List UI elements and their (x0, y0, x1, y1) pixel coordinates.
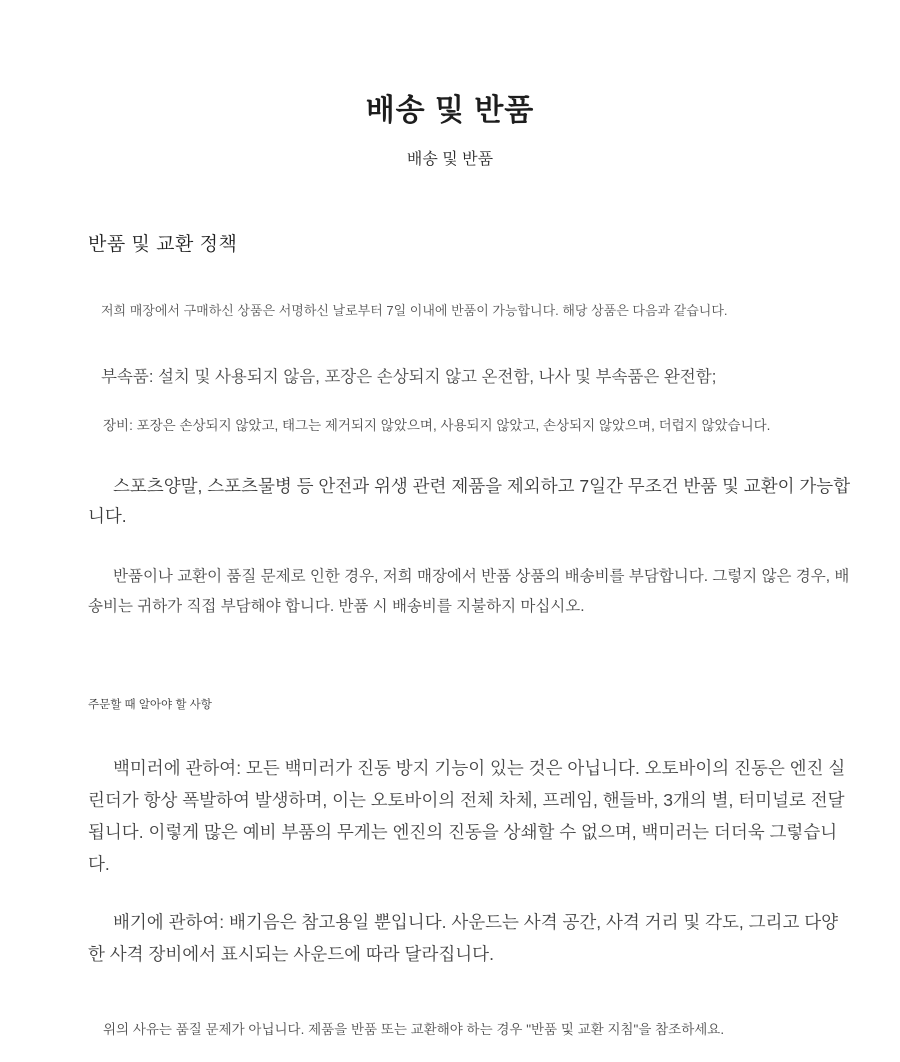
return-exchange-policy-heading: 반품 및 교환 정책 (88, 234, 238, 255)
ordering-notes-heading: 주문할 때 알아야 할 사항 (88, 699, 212, 711)
notes-exhaust-paragraph: 배기에 관하여: 배기음은 참고용일 뿐입니다. 사운드는 사격 공간, 사격 거리 및 각도, 그리고 다양한 사격 장비에서 표시되는 사운드에 따라 달라집니다. (88, 912, 839, 964)
notes-mirror-paragraph: 백미러에 관하여: 모든 백미러가 진동 방지 기능이 있는 것은 아닙니다. 오토바이의 진동은 엔진 실린더가 항상 폭발하여 발생하며, 이는 오토바이의 전체 차체, 프레임, 핸들바, 3개의 별, 터미널로 전달됩니다. 이렇게 많은 예비 부품의 무게는 엔진의 진동을 상쇄할 수 없으며, 백미러는 더더욱 그렇습니다. (88, 758, 846, 874)
notes-final-paragraph: 위의 사유는 품질 문제가 아닙니다. 제품을 반품 또는 교환해야 하는 경우 "반품 및 교환 지침"을 참조하세요. (103, 1022, 725, 1037)
policy-accessories-paragraph: 부속품: 설치 및 사용되지 않음, 포장은 손상되지 않고 온전함, 나사 및 부속품은 완전함; (101, 368, 717, 386)
policy-hygiene-exception-paragraph: 스포츠양말, 스포츠물병 등 안전과 위생 관련 제품을 제외하고 7일간 무조건 반품 및 교환이 가능합니다. (88, 476, 851, 526)
document-body (0, 229, 900, 1039)
policy-shipping-fee-paragraph: 반품이나 교환이 품질 문제로 인한 경우, 저희 매장에서 반품 상품의 배송비를 부담합니다. 그렇지 않은 경우, 배송비는 귀하가 직접 부담해야 합니다. 반품 시 배송비를 지불하지 마십시오. (88, 568, 850, 615)
policy-intro-paragraph: 저희 매장에서 구매하신 상품은 서명하신 날로부터 7일 이내에 반품이 가능합니다. 해당 상품은 다음과 같습니다. (101, 303, 728, 318)
page-title: 배송 및 반품 (365, 94, 535, 127)
policy-equipment-paragraph: 장비: 포장은 손상되지 않았고, 태그는 제거되지 않았으며, 사용되지 않았고, 손상되지 않았으며, 더럽지 않았습니다. (103, 418, 771, 433)
page-subtitle: 배송 및 반품 (406, 151, 494, 168)
